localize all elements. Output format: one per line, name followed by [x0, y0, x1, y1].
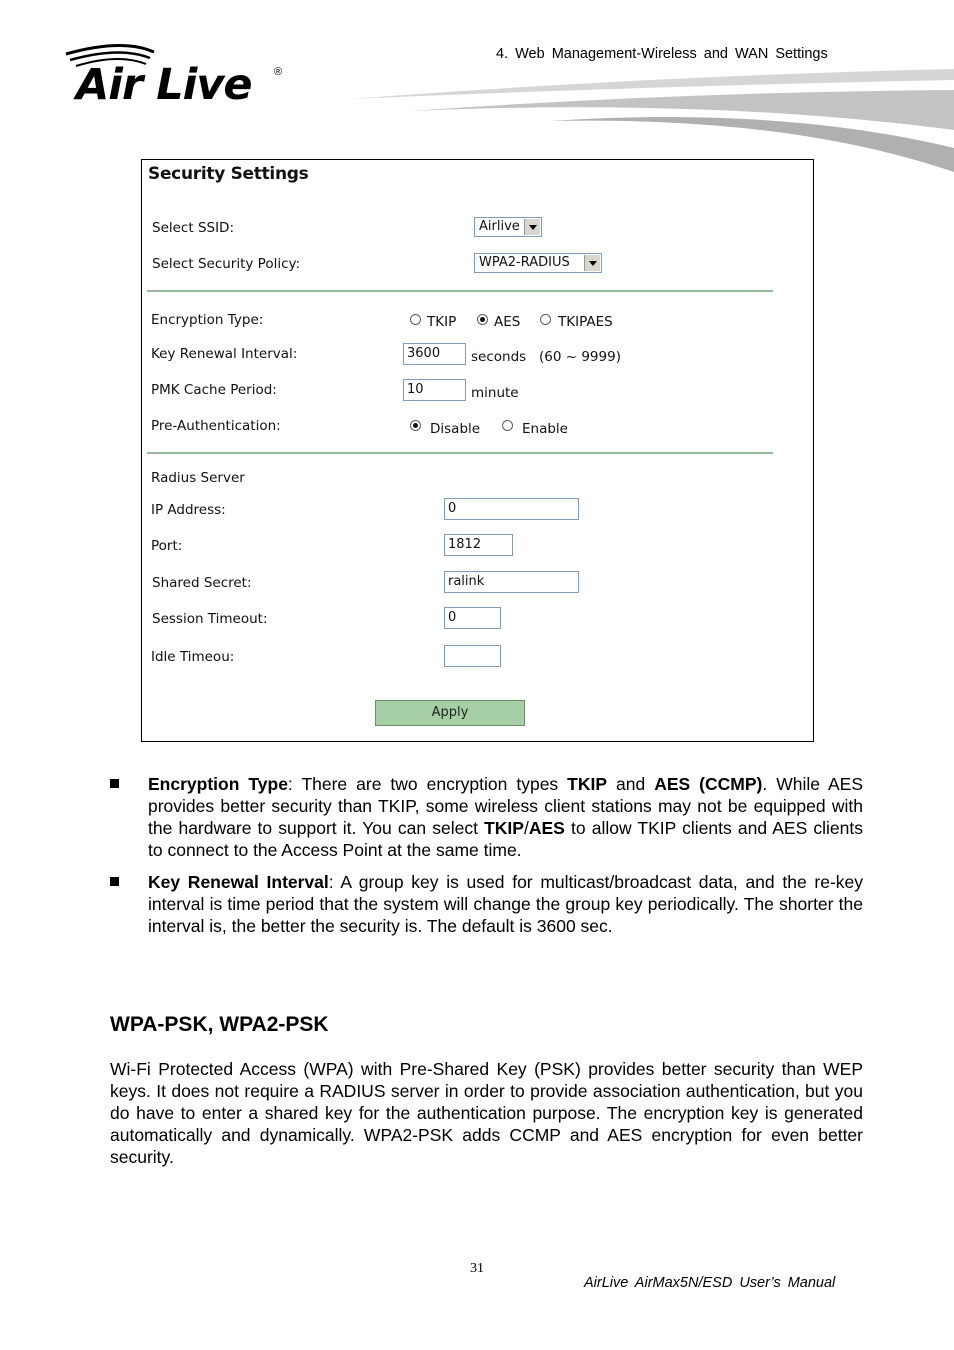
term-aes-ccmp: AES (CCMP): [654, 774, 763, 794]
manual-title: AirLive AirMax5N/ESD User’s Manual: [584, 1275, 836, 1291]
radio-enable[interactable]: [502, 420, 513, 431]
bullet-text: /: [523, 818, 529, 838]
bullet-text: : There are two encryption types: [287, 774, 568, 794]
term-key-renewal-interval: Key Renewal Interval: [148, 872, 329, 892]
key-renewal-input[interactable]: 3600: [403, 343, 466, 365]
pmk-cache-unit: minute: [471, 385, 519, 401]
pmk-cache-input[interactable]: 10: [403, 379, 466, 401]
page-number: 31: [470, 1261, 484, 1276]
policy-label: Select Security Policy:: [152, 256, 301, 272]
term-tkip: TKIP: [484, 818, 524, 838]
idle-timeout-input[interactable]: [444, 645, 501, 667]
bullet-encryption-type: [148, 773, 863, 861]
panel-title: Security Settings: [148, 164, 309, 184]
encryption-type-label: Encryption Type:: [151, 312, 264, 328]
policy-select-value: WPA2-RADIUS: [479, 255, 570, 270]
divider: [147, 290, 773, 292]
session-timeout-input[interactable]: 0: [444, 607, 501, 629]
radio-aes-label: AES: [494, 314, 521, 330]
radio-aes[interactable]: [477, 314, 488, 325]
shared-secret-input[interactable]: ralink: [444, 571, 579, 593]
chapter-title: 4. Web Management-Wireless and WAN Settings: [496, 46, 828, 62]
ssid-select[interactable]: [474, 217, 542, 237]
shared-secret-label: Shared Secret:: [152, 575, 252, 591]
idle-timeout-label: Idle Timeou:: [151, 649, 235, 665]
radio-disable[interactable]: [410, 420, 421, 431]
pmk-cache-label: PMK Cache Period:: [151, 382, 277, 398]
radio-tkip-label: TKIP: [427, 314, 457, 330]
radio-tkip[interactable]: [410, 314, 421, 325]
bullet-text: . While AES provides better security than TKIP, some wireless client stations may not be equipped with the hardware to support it. You can select: [148, 774, 863, 838]
key-renewal-unit: seconds: [471, 349, 527, 365]
bullet-icon: [110, 877, 119, 886]
logo-wordmark: Air Live: [76, 60, 252, 110]
port-label: Port:: [151, 538, 183, 554]
session-timeout-label: Session Timeout:: [152, 611, 268, 627]
apply-button[interactable]: Apply: [375, 700, 525, 726]
pre-auth-label: Pre-Authentication:: [151, 418, 281, 434]
registered-mark: ®: [274, 66, 283, 78]
ip-address-input[interactable]: 0: [444, 498, 579, 520]
section-heading: WPA-PSK, WPA2-PSK: [110, 1013, 329, 1036]
term-tkip: TKIP: [567, 774, 608, 794]
bullet-key-renewal: [148, 871, 863, 937]
radio-tkipaes-label: TKIPAES: [558, 314, 613, 330]
bullet-text: : A group key is used for multicast/broadcast data, and the re-key interval is time period that the system will change the group key periodically. The shorter the interval is, the better the security is. The default is 3600 sec.: [148, 872, 864, 936]
radius-server-heading: Radius Server: [151, 470, 245, 486]
ssid-select-value: Airlive: [479, 219, 520, 234]
key-renewal-range: (60 ~ 9999): [539, 349, 621, 365]
airlive-logo: [62, 40, 292, 110]
bullet-text: to allow TKIP clients and AES clients to connect to the Access Point at the same time.: [148, 818, 863, 860]
divider: [147, 452, 773, 454]
bullet-icon: [110, 779, 119, 788]
key-renewal-label: Key Renewal Interval:: [151, 346, 298, 362]
ip-address-label: IP Address:: [151, 502, 226, 518]
security-policy-select[interactable]: [474, 253, 602, 273]
term-aes: AES: [528, 818, 565, 838]
section-body: Wi-Fi Protected Access (WPA) with Pre-Shared Key (PSK) provides better security than WEP keys. It does not require a RADIUS server in order to provide association authentication, but you do have to enter a shared key for the authentication purpose. The encryption key is generated automatically and dynamically. WPA2-PSK adds CCMP and AES encryption for even better security.: [110, 1059, 863, 1167]
ssid-label: Select SSID:: [152, 220, 235, 236]
port-input[interactable]: 1812: [444, 534, 513, 556]
radio-enable-label: Enable: [522, 421, 568, 437]
chevron-down-icon: [524, 219, 540, 235]
bullet-text: and: [607, 774, 655, 794]
radio-tkipaes[interactable]: [540, 314, 551, 325]
term-encryption-type: Encryption Type: [148, 774, 288, 794]
chevron-down-icon: [584, 255, 600, 271]
radio-disable-label: Disable: [430, 421, 481, 437]
security-settings-panel: [141, 159, 814, 742]
